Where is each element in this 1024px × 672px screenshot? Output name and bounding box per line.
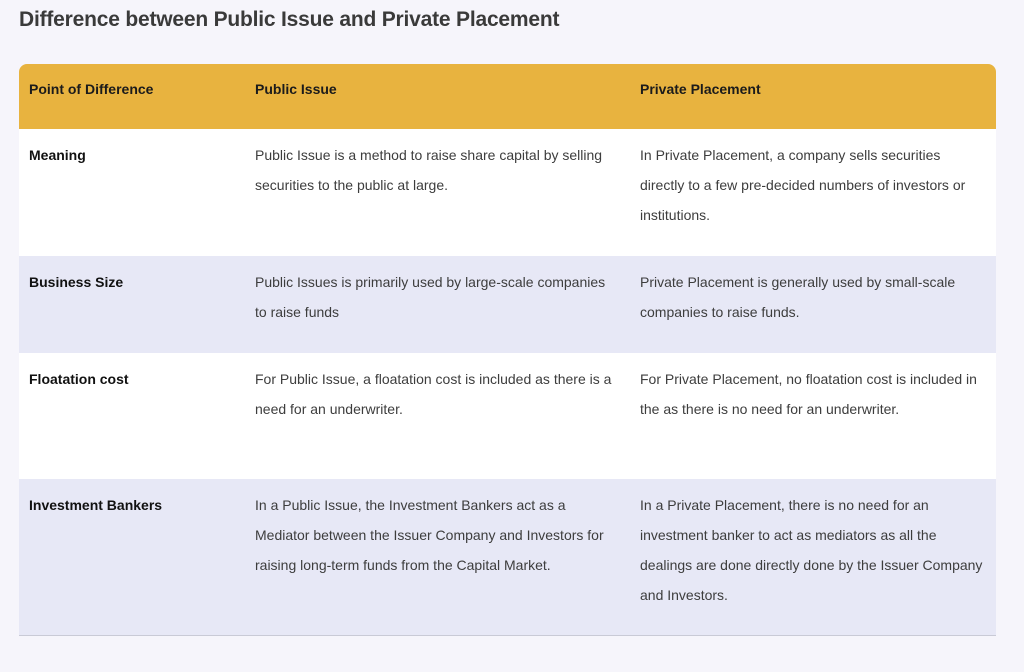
table-body [19,129,996,636]
header-row [19,64,996,129]
row-label-meaning: Meaning [19,129,245,256]
public-issue-cell: In a Public Issue, the Investment Bankers act as a Mediator between the Issuer Company and Investors for raising long-term funds from the Capital Market. [245,479,630,636]
row-label-floatation-cost: Floatation cost [19,353,245,479]
row-label-business-size: Business Size [19,256,245,353]
public-issue-cell: Public Issue is a method to raise share capital by selling securities to the public at large. [245,129,630,256]
table-row [19,256,996,353]
page-title: Difference between Public Issue and Private Placement [19,8,560,31]
table-header [19,64,996,129]
private-placement-cell: For Private Placement, no floatation cost is included in the as there is no need for an underwriter. [630,353,996,479]
header-private-placement: Private Placement [630,64,996,129]
public-issue-cell: For Public Issue, a floatation cost is included as there is a need for an underwriter. [245,353,630,479]
header-public-issue: Public Issue [245,64,630,129]
comparison-table-container [19,64,996,636]
table-row [19,353,996,479]
private-placement-cell: In a Private Placement, there is no need for an investment banker to act as mediators as all the dealings are done directly done by the Issuer Company and Investors. [630,479,996,636]
table-row [19,479,996,636]
row-label-investment-bankers: Investment Bankers [19,479,245,636]
private-placement-cell: In Private Placement, a company sells securities directly to a few pre-decided numbers of investors or institutions. [630,129,996,256]
comparison-table [19,64,996,636]
public-issue-cell: Public Issues is primarily used by large-scale companies to raise funds [245,256,630,353]
table-row [19,129,996,256]
header-point-of-difference: Point of Difference [19,64,245,129]
private-placement-cell: Private Placement is generally used by small-scale companies to raise funds. [630,256,996,353]
